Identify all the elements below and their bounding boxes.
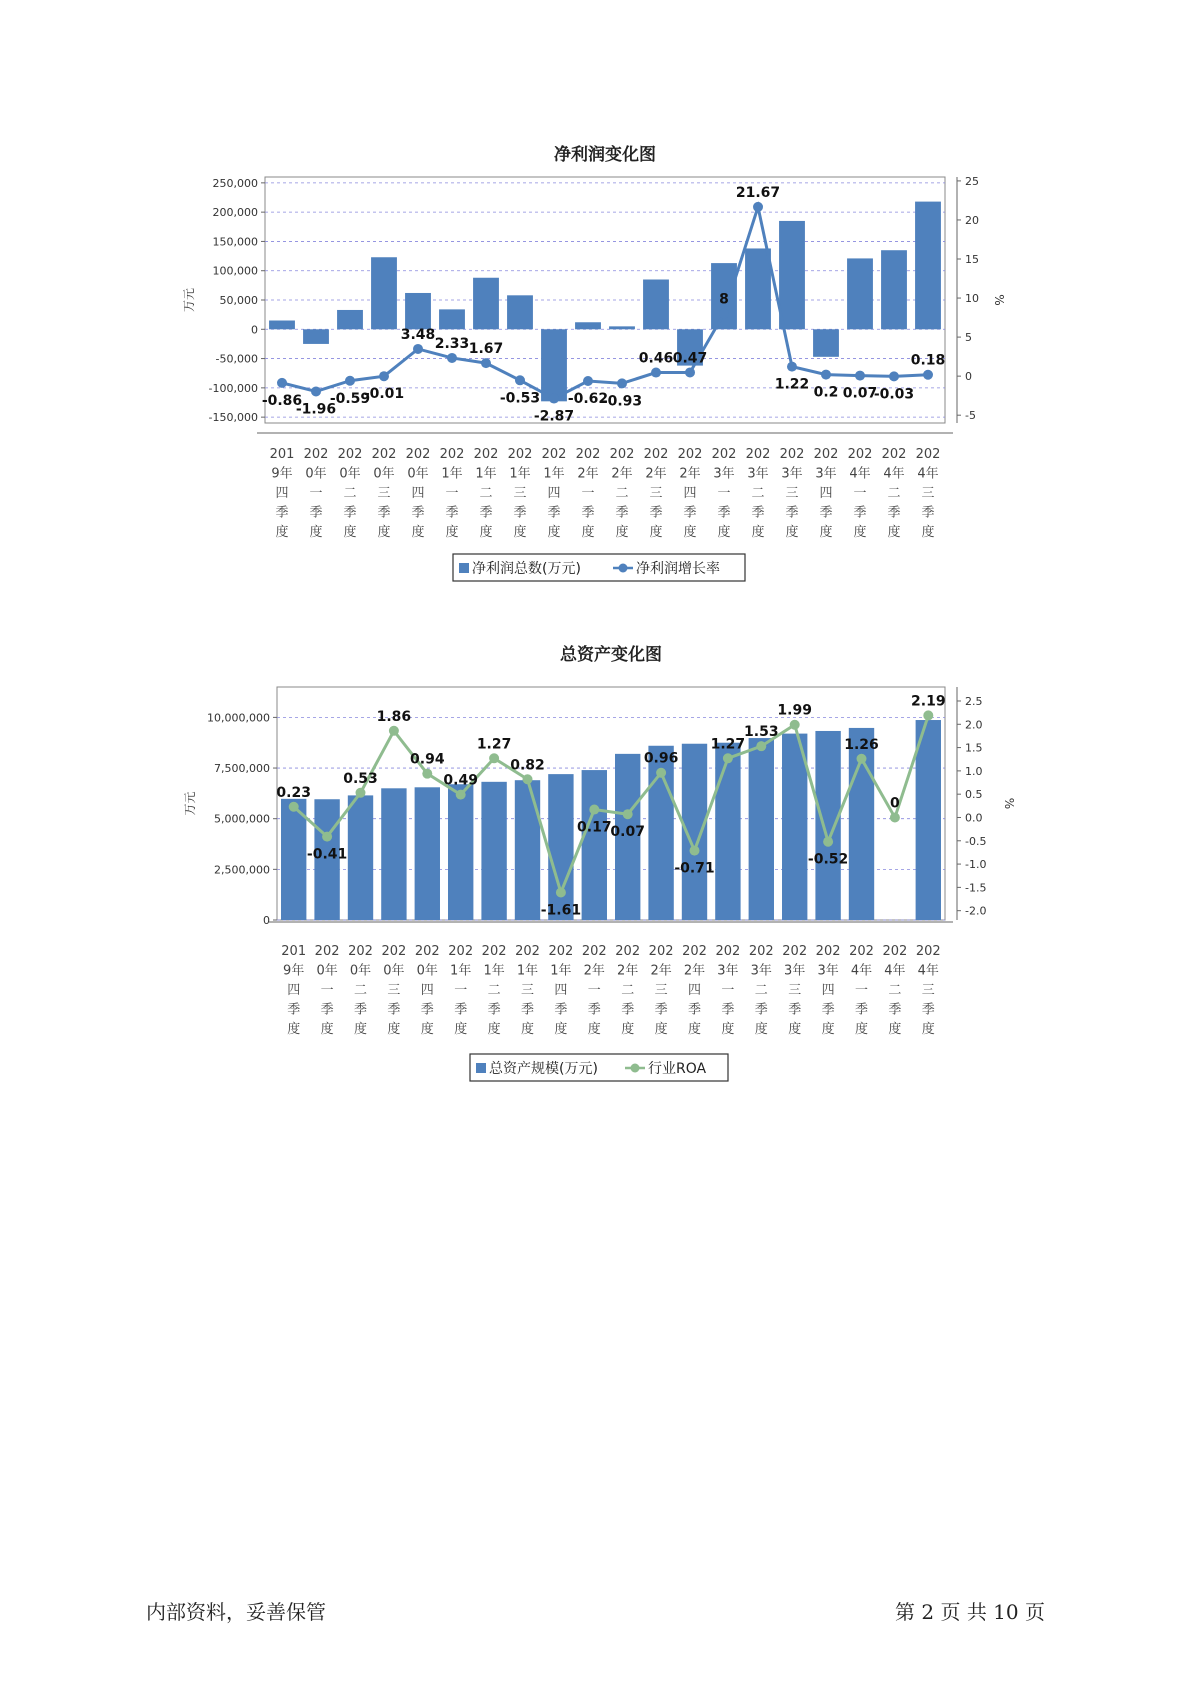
data-label: 1.27: [710, 736, 746, 753]
bar: [575, 322, 601, 329]
line-point: [277, 378, 287, 388]
x-tick-label: 202 0年一季度: [303, 447, 329, 540]
line-point: [823, 837, 833, 847]
y2-tick-label: 15: [965, 253, 979, 266]
x-tick-label: 202 2年二季度: [609, 447, 635, 540]
data-label: 1.27: [476, 736, 512, 753]
line-point: [356, 788, 366, 798]
line-point: [821, 370, 831, 380]
data-label: -0.03: [873, 386, 915, 403]
y2-axis-title: %: [1002, 797, 1016, 810]
data-label: 0.47: [672, 350, 708, 367]
x-tick-label: 202 0年四季度: [405, 447, 431, 540]
line-point: [756, 741, 766, 751]
y-axis-title: 万元: [183, 791, 197, 816]
net-profit-chart-svg: [0, 140, 1191, 600]
y2-tick-label: 2.0: [965, 718, 983, 732]
y-tick-label: 0: [251, 323, 258, 337]
x-tick-label: 202 0年二季度: [337, 447, 363, 540]
line-point: [723, 753, 733, 763]
x-tick-label: 201 9年四季度: [281, 944, 307, 1037]
bar: [715, 743, 740, 920]
line-point: [413, 344, 423, 354]
bar: [381, 788, 406, 920]
x-tick-label: 202 0年二季度: [348, 944, 373, 1037]
x-tick-label: 202 0年三季度: [381, 944, 407, 1037]
data-label: 1.26: [844, 736, 879, 753]
bar: [782, 734, 807, 920]
y2-tick-label: 25: [965, 174, 979, 188]
y2-tick-label: -1.0: [965, 858, 987, 872]
data-label: -0.93: [601, 393, 643, 410]
legend-bar-label: 总资产规模(万元): [489, 1061, 598, 1077]
bar: [481, 782, 506, 920]
x-tick-label: 202 0年四季度: [414, 944, 440, 1037]
data-label: 21.67: [735, 184, 781, 201]
total-assets-chart: [0, 640, 1191, 1100]
line-point: [523, 774, 533, 784]
data-label: 3.48: [400, 326, 436, 343]
line-point: [690, 846, 700, 856]
data-label: -1.96: [295, 401, 337, 418]
line-point: [656, 768, 666, 778]
line-point: [456, 790, 466, 800]
bar: [779, 221, 805, 329]
line-point: [422, 769, 432, 779]
line-point: [857, 754, 867, 764]
y-tick-label: 250,000: [212, 176, 258, 190]
footer-confidential-note: 内部资料，妥善保管: [146, 1600, 326, 1624]
x-tick-label: 202 4年二季度: [882, 944, 908, 1037]
y-tick-label: 50,000: [219, 294, 258, 307]
line-point: [447, 353, 457, 363]
bar: [745, 248, 771, 329]
y-tick-label: -100,000: [208, 381, 258, 395]
line-point: [651, 368, 661, 378]
line-point: [685, 367, 695, 377]
data-label: 1.86: [376, 708, 412, 725]
data-label: 2.33: [434, 335, 470, 352]
x-tick-label: 202 3年四季度: [813, 447, 839, 540]
x-tick-label: 202 1年四季度: [541, 447, 567, 540]
y-tick-label: -150,000: [208, 411, 258, 425]
legend-line-label: 净利润增长率: [636, 561, 720, 577]
y-tick-label: 10,000,000: [207, 711, 270, 725]
bar: [847, 258, 873, 329]
data-label: 0.23: [276, 784, 311, 801]
data-label: 2.19: [911, 693, 946, 710]
data-label: 0.94: [410, 751, 445, 768]
line-point: [889, 371, 899, 381]
x-tick-label: 202 0年一季度: [314, 944, 340, 1037]
y2-tick-label: 0.0: [965, 811, 983, 825]
chart-title: 净利润变化图: [554, 145, 656, 165]
data-label: 0.96: [643, 750, 679, 767]
data-label: 0.46: [638, 350, 674, 367]
x-tick-label: 202 1年一季度: [439, 447, 465, 540]
y2-tick-label: -1.5: [965, 881, 987, 895]
x-tick-label: 202 1年三季度: [507, 447, 533, 540]
x-tick-label: 202 4年一季度: [847, 447, 873, 540]
y2-tick-label: 0.5: [965, 788, 983, 802]
legend-line-label: 行业ROA: [648, 1061, 707, 1077]
line-point: [556, 888, 566, 898]
legend: [453, 554, 745, 581]
line-point: [345, 376, 355, 386]
legend-line-marker: [631, 1064, 640, 1073]
line-point: [589, 805, 599, 815]
line-point: [623, 809, 633, 819]
bar: [813, 329, 839, 357]
bar: [439, 309, 465, 329]
y2-tick-label: -2.0: [965, 904, 987, 918]
x-tick-label: 202 1年三季度: [515, 944, 540, 1037]
y-axis-title: 万元: [182, 287, 196, 313]
line-point: [379, 371, 389, 381]
x-tick-label: 202 4年一季度: [849, 944, 874, 1037]
x-tick-label: 202 2年一季度: [575, 447, 601, 540]
y-tick-label: 100,000: [212, 264, 258, 278]
y2-tick-label: 1.0: [965, 764, 983, 778]
x-tick-label: 202 1年二季度: [473, 447, 499, 540]
line-point: [790, 720, 800, 730]
data-label: 0.07: [842, 385, 878, 402]
bar: [405, 293, 431, 329]
x-tick-label: 202 3年三季度: [779, 447, 805, 540]
net-profit-chart: [0, 140, 1191, 600]
bar: [541, 329, 567, 401]
bar: [337, 310, 363, 329]
y-tick-label: 7,500,000: [214, 762, 270, 776]
legend: [470, 1054, 728, 1081]
data-label: 0.82: [510, 757, 545, 774]
bar: [371, 257, 397, 329]
line-point: [855, 371, 865, 381]
data-label: -0.86: [261, 392, 303, 409]
x-tick-label: 202 2年四季度: [677, 447, 703, 540]
bar: [881, 250, 907, 329]
y2-tick-label: -5: [965, 409, 976, 423]
data-label: -0.53: [499, 390, 541, 407]
legend-line-marker: [619, 564, 628, 573]
legend-bar-swatch: [476, 1063, 486, 1073]
line-point: [289, 802, 299, 812]
x-tick-label: 202 3年三季度: [782, 944, 808, 1037]
x-tick-label: 202 1年四季度: [548, 944, 574, 1037]
bar: [448, 784, 473, 920]
line-point: [890, 812, 900, 822]
legend-bar-label: 净利润总数(万元): [472, 561, 581, 577]
data-label: -0.71: [674, 860, 715, 877]
y2-tick-label: 10: [965, 292, 979, 306]
x-tick-label: 201 9年四季度: [269, 447, 295, 540]
x-tick-label: 202 2年三季度: [648, 944, 674, 1037]
line-point: [549, 394, 559, 404]
bar: [269, 321, 295, 330]
data-label: 1.22: [774, 376, 810, 393]
x-tick-label: 202 2年二季度: [615, 944, 641, 1037]
line-point: [923, 370, 933, 380]
data-label: 0.17: [577, 819, 612, 836]
y2-tick-label: 1.5: [965, 741, 983, 755]
x-tick-label: 202 0年三季度: [371, 447, 397, 540]
data-label: -0.52: [807, 851, 849, 868]
line-point: [481, 358, 491, 368]
footer-page-number: 第 2 页 共 10 页: [895, 1600, 1045, 1624]
data-label: 0.53: [343, 770, 378, 787]
bar: [609, 326, 635, 329]
x-tick-label: 202 4年三季度: [915, 447, 941, 540]
y2-axis-title: %: [992, 294, 1006, 306]
data-label: 1.53: [744, 724, 779, 741]
x-tick-label: 202 3年四季度: [815, 944, 841, 1037]
x-tick-label: 202 2年四季度: [682, 944, 707, 1037]
line-point: [583, 376, 593, 386]
data-label: -0.41: [306, 846, 348, 863]
bar: [643, 280, 669, 330]
chart-title: 总资产变化图: [560, 645, 662, 665]
line-point: [719, 309, 729, 319]
x-tick-label: 202 1年一季度: [448, 944, 474, 1037]
x-tick-label: 202 1年二季度: [481, 944, 507, 1037]
x-tick-label: 202 3年一季度: [715, 944, 741, 1037]
data-label: -1.61: [540, 902, 582, 919]
bar: [916, 720, 941, 920]
legend-bar-swatch: [459, 563, 469, 573]
data-label: 1.67: [468, 341, 504, 358]
bar: [348, 795, 373, 920]
x-tick-label: 202 2年三季度: [643, 447, 669, 540]
line-point: [753, 202, 763, 212]
line-point: [389, 726, 399, 736]
y2-tick-label: 20: [965, 213, 979, 227]
line-point: [322, 832, 332, 842]
y2-tick-label: 5: [965, 331, 972, 345]
bar: [281, 799, 306, 920]
bar: [915, 202, 941, 330]
data-label: -0.62: [567, 390, 609, 407]
x-tick-label: 202 3年二季度: [748, 944, 774, 1037]
data-label: 8: [719, 291, 729, 308]
line-point: [489, 753, 499, 763]
data-label: 0.07: [610, 824, 645, 841]
line-point: [311, 386, 321, 396]
bar: [507, 295, 533, 329]
y2-tick-label: 0: [965, 370, 972, 384]
data-label: 0.49: [443, 772, 478, 789]
y-tick-label: -50,000: [215, 352, 258, 366]
x-tick-label: 202 4年二季度: [881, 447, 907, 540]
bar: [515, 780, 540, 920]
data-label: -0.59: [329, 390, 371, 407]
bar: [473, 278, 499, 330]
line-point: [617, 378, 627, 388]
bar: [415, 787, 440, 920]
y-tick-label: 2,500,000: [214, 863, 270, 877]
data-label: -0.01: [363, 386, 405, 403]
data-label: 0: [890, 795, 900, 812]
total-assets-chart-svg: [0, 640, 1191, 1100]
x-tick-label: 202 3年二季度: [745, 447, 771, 540]
y-tick-label: 5,000,000: [214, 812, 270, 826]
bar: [548, 774, 573, 920]
data-label: 1.99: [777, 702, 812, 719]
bar: [582, 770, 607, 920]
line-point: [787, 362, 797, 372]
data-label: 0.2: [813, 384, 839, 401]
line-point: [515, 375, 525, 385]
y-tick-label: 150,000: [212, 235, 258, 249]
x-tick-label: 202 4年三季度: [915, 944, 941, 1037]
bar: [303, 329, 329, 344]
y2-tick-label: -0.5: [965, 834, 987, 848]
y-tick-label: 200,000: [212, 206, 258, 220]
bar: [749, 738, 774, 920]
data-label: 0.18: [910, 352, 946, 369]
x-tick-label: 202 2年一季度: [581, 944, 607, 1037]
data-label: -2.87: [533, 408, 575, 425]
x-tick-label: 202 3年一季度: [711, 447, 737, 540]
bar: [815, 731, 840, 920]
y2-tick-label: 2.5: [965, 694, 983, 708]
line-point: [923, 710, 933, 720]
y-tick-label: 0: [263, 914, 270, 927]
